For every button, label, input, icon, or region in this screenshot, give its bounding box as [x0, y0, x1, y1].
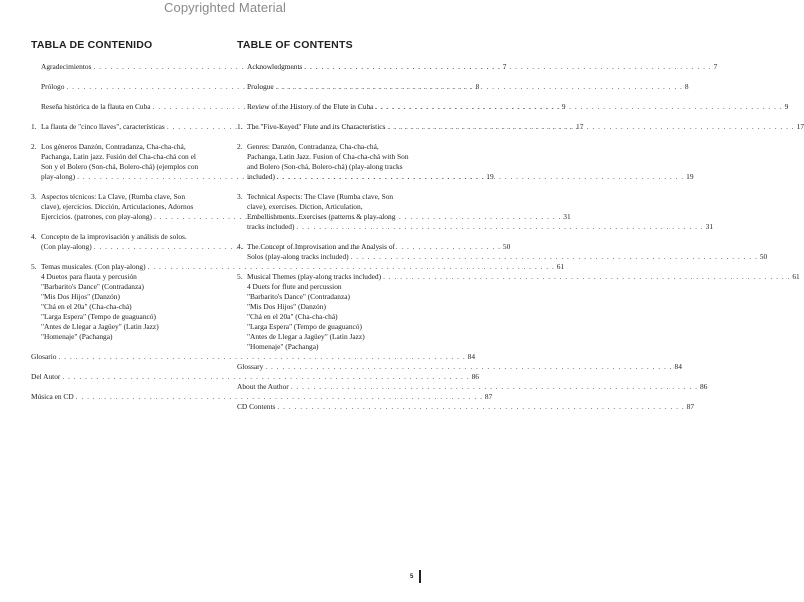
- toc-entry-glosario: Glosario . . . 84: [31, 352, 221, 362]
- entry-number: 3.: [31, 192, 37, 201]
- toc-entry-review: Review of the History of the Flute in Cuba. . . 9: [237, 102, 427, 112]
- page-ref: 8: [475, 82, 480, 91]
- copyright-watermark: Copyrighted Material: [164, 0, 286, 15]
- entry-number: 4.: [31, 232, 37, 241]
- leader-dots: [375, 102, 782, 111]
- toc-entry-2: 2. Genres: Danzón, Contradanza, Cha-cha-chá, Pachanga, Latin Jazz. Fusion of Cha-cha-chá with Son and Bolero (Son-chá, Bolero-chá) (play-along tracks included) . . . 19: [237, 142, 427, 182]
- toc-entry-agradecimientos: Agradecimientos. . . 7: [31, 62, 221, 72]
- leader-dots: [387, 122, 794, 131]
- page-ref: 19: [486, 172, 494, 181]
- page-ref: 87: [686, 402, 695, 411]
- page-ref: 84: [674, 362, 682, 371]
- page-ref: 86: [699, 382, 708, 391]
- toc-entry-resena: Reseña histórica de la flauta en Cuba. . . 9: [31, 102, 221, 112]
- page-ref: 61: [792, 272, 800, 281]
- page-ref: 61: [556, 262, 565, 271]
- leader-dots: [296, 222, 703, 232]
- page-ref: 7: [713, 62, 718, 71]
- leader-dots: [277, 402, 684, 412]
- page-ref: 50: [759, 252, 768, 261]
- toc-entry-glossary: Glossary . . . 84: [237, 362, 427, 372]
- leader-dots: [383, 272, 790, 282]
- page-ref: 31: [705, 222, 714, 231]
- spanish-toc-heading: TABLA DE CONTENIDO: [31, 39, 153, 51]
- entry-number: 5.: [31, 262, 37, 271]
- page-ref: 50: [502, 242, 511, 251]
- toc-entry-5: 5. Temas musicales. (Con play-along) . . . 61 4 Duetos para flauta y percusión "Barbarito's Dance" (Contradanza) "Mis Dos Hijos" (Danzón) "Chá en el 20a" (Cha-cha-chá) "Larga Espera" (Tempo de guaguancó) "Antes de Llegar a Jagüey" (Latin Jazz) "Homenaje" (Pachanga): [31, 262, 221, 342]
- toc-entry-acknowledgments: Acknowledgments. . . 7: [237, 62, 427, 72]
- entry-number: 1.: [31, 122, 37, 131]
- leader-dots: [304, 62, 711, 71]
- toc-entry-about-author: About the Author . . . 86: [237, 382, 427, 392]
- entry-number: 1.: [237, 122, 243, 131]
- leader-dots: [351, 252, 758, 262]
- toc-entry-3: 3. Technical Aspects: The Clave (Rumba clave, Son clave), exercises. Diction, Articulation, Embellishments. Exercises (patterns & play-along tracks included) . . . 31: [237, 192, 427, 232]
- toc-entry-3: 3. Aspectos técnicos: La Clave, (Rumba clave, Son clave), ejercicios. Dicción, Articulaciones, Adornos Ejercicios. (patrones, con play-along) . . . 31: [31, 192, 221, 222]
- leader-dots: [277, 172, 684, 182]
- toc-entry-5: 5. Musical Themes (play-along tracks included) . . . 61 4 Duets for flute and percussion "Barbarito's Dance" (Contradanza) "Mis Dos Hijos" (Danzón) "Chá en el 20a" (Cha-cha-chá) "Larga Espera" (Tempo de guaguancó) "Antes de Llegar a Jagüey" (Latin Jazz) "Homenaje" (Pachanga): [237, 272, 427, 352]
- entry-number: 3.: [237, 192, 243, 201]
- page-marker-bar: [419, 570, 421, 583]
- toc-entry-musica-cd: Música en CD . . . 87: [31, 392, 221, 402]
- entry-number: 2.: [31, 142, 37, 151]
- page-number: 5: [410, 574, 414, 580]
- toc-entry-4: 4. The Concept of Improvisation and the Analysis of Solos (play-along tracks included) . . . 50: [237, 242, 427, 262]
- toc-entry-cd-contents: CD Contents . . . 87: [237, 402, 427, 412]
- english-toc-heading: TABLE OF CONTENTS: [237, 39, 353, 51]
- entry-number: 5.: [237, 272, 243, 281]
- page-ref: 9: [561, 102, 566, 111]
- toc-entry-prologo: Prólogo. . . 8: [31, 82, 221, 92]
- page-ref: 86: [471, 372, 479, 381]
- toc-entry-1: 1. The "Five-Keyed" Flute and its Characteristics. . . 17: [237, 122, 427, 132]
- toc-entry-prologue: Prologue. . . 8: [237, 82, 427, 92]
- page-ref: 84: [467, 352, 476, 361]
- page-ref: 8: [684, 82, 689, 91]
- page-ref: 17: [576, 122, 584, 131]
- page-ref: 17: [796, 122, 804, 131]
- leader-dots: [265, 362, 672, 372]
- page-ref: 19: [686, 172, 694, 181]
- page-ref: 9: [784, 102, 789, 111]
- toc-entry-4: 4. Concepto de la improvisación y análisis de solos. (Con play-along) . . . 50: [31, 232, 221, 252]
- page-ref: 31: [563, 212, 571, 221]
- toc-entry-del-autor: Del Autor . . . 86: [31, 372, 221, 382]
- leader-dots: [276, 82, 683, 91]
- toc-entry-2: 2. Los géneros Danzón, Contradanza, Cha-cha-chá, Pachanga, Latin jazz. Fusión del Cha-cha-chá con el Son y el Bolero (Son-chá, Bolero-chá) (ejemplos con play-along) . . . 19: [31, 142, 221, 182]
- page-ref: 87: [484, 392, 493, 401]
- leader-dots: [291, 382, 698, 392]
- entry-number: 4.: [237, 242, 243, 251]
- toc-entry-1: 1. La flauta de "cinco llaves", características. . . 17: [31, 122, 221, 132]
- page-ref: 7: [502, 62, 507, 71]
- entry-number: 2.: [237, 142, 243, 151]
